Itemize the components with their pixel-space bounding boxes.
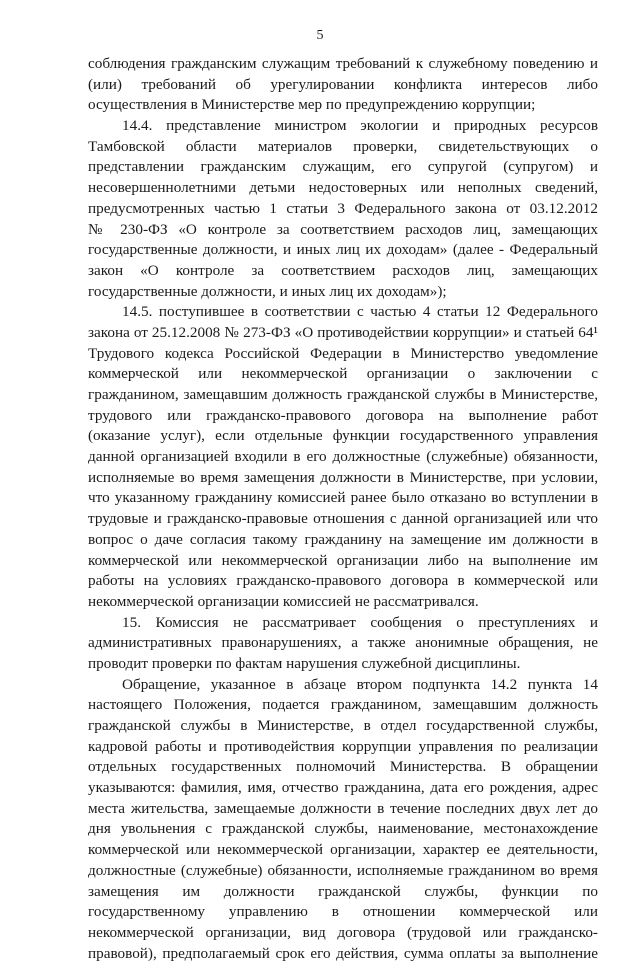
- paragraph-obrashchenie: [88, 675, 598, 964]
- text-line: гражданской службы в Министерстве, в отдел государственной службы,: [88, 717, 598, 734]
- text-line: 14.4. представление министром экологии и природных ресурсов: [122, 117, 598, 135]
- text-line: гражданином, замещавшим должность гражданской службы в Министерстве,: [88, 386, 598, 403]
- text-line: Обращение, указанное в абзаце втором подпункта 14.2 пункта 14: [122, 675, 598, 693]
- text-line: кадровой работы и противодействия коррупции управления по реализации: [88, 737, 598, 755]
- text-line: соблюдения гражданским служащим требований к служебному поведению и: [88, 55, 598, 72]
- paragraph-continuation: [88, 54, 598, 116]
- text-line: настоящего Положения, подается гражданином, замещавшим должность: [88, 696, 598, 714]
- text-line: административных правонарушениях, а также анонимные обращения, не: [88, 634, 598, 652]
- text-line: вопрос о даче согласия такому гражданину на замещение им должности в: [88, 530, 598, 548]
- text-line: 15. Комиссия не рассматривает сообщения о преступлениях и: [122, 613, 598, 631]
- text-line: некоммерческой организации комиссией не рассматривался.: [88, 592, 479, 610]
- text-line: 14.5. поступившее в соответствии с частью 4 статьи 12 Федерального: [122, 303, 598, 321]
- paragraph-14-5: [88, 302, 598, 612]
- text-line: дня увольнения с гражданской службы, наименование, местонахождение: [88, 820, 598, 838]
- text-line: коммерческой или некоммерческой организации либо на выполнение им: [88, 551, 598, 569]
- text-line: представлении гражданским служащим, его супругой (супругом) и: [88, 158, 598, 176]
- text-line: указываются: фамилия, имя, отчество гражданина, дата его рождения, адрес: [88, 779, 598, 797]
- text-line: отдельных государственных полномочий Министерства. В обращении: [88, 758, 598, 776]
- paragraph-15: [88, 613, 598, 675]
- text-line: государственному управлению в отношении коммерческой или: [88, 903, 598, 921]
- text-line: осуществления в Министерстве мер по предупреждению коррупции;: [88, 96, 536, 114]
- text-line: (оказание услуг), если отдельные функции государственного управления: [88, 427, 598, 445]
- text-line: проводит проверки по фактам нарушения служебной дисциплины.: [88, 654, 521, 672]
- text-line: что указанному гражданину комиссией ранее было отказано во вступлении в: [88, 489, 598, 507]
- text-line: коммерческой или некоммерческой организации о заключении с: [88, 365, 598, 383]
- text-line: некоммерческой организации, вид договора (трудовой или гражданско-: [88, 923, 598, 941]
- text-line: места жительства, замещаемые должности в течение последних двух лет до: [88, 799, 598, 817]
- text-line: Трудового кодекса Российской Федерации в Министерство уведомление: [88, 344, 598, 362]
- text-line: предусмотренных частью 1 статьи 3 Федерального закона от 03.12.2012: [88, 199, 598, 217]
- text-line: замещения им должности гражданской службы, функции по: [88, 882, 598, 900]
- text-line: данной организацией входили в его должностные (служебные) обязанности,: [88, 448, 598, 466]
- text-line: государственные должности, и иных лиц их доходам» (далее - Федеральный: [88, 241, 598, 259]
- paragraph-14-4: [88, 116, 598, 302]
- text-line: несовершеннолетними детьми недостоверных или неполных сведений,: [88, 179, 598, 197]
- text-line: (или) требований об урегулировании конфликта интересов либо: [88, 75, 598, 93]
- text-line: Тамбовской области материалов проверки, свидетельствующих о: [88, 137, 598, 155]
- text-line: государственные должности, и иных лиц их доходам»);: [88, 282, 447, 300]
- text-line: трудовые и гражданско-правовые отношения с данной организацией или что: [88, 510, 598, 528]
- page-number: 5: [316, 28, 324, 43]
- text-line: трудового или гражданско-правового договора на выполнение работ: [88, 406, 598, 424]
- text-line: правовой), предполагаемый срок его действия, сумма оплаты за выполнение: [88, 944, 598, 962]
- text-line: коммерческой или некоммерческой организации, характер ее деятельности,: [88, 841, 598, 859]
- text-line: № 230-ФЗ «О контроле за соответствием расходов лиц, замещающих: [88, 220, 598, 238]
- text-line: работы на условиях гражданско-правового договора в коммерческой или: [88, 572, 598, 590]
- document-body: [88, 54, 598, 964]
- text-line: исполняемые во время замещения должности в Министерстве, при условии,: [88, 468, 598, 486]
- text-line: должностные (служебные) обязанности, исполняемые гражданином во время: [88, 861, 598, 879]
- text-line: закон «О контроле за соответствием расходов лиц, замещающих: [88, 261, 598, 279]
- text-line: закона от 25.12.2008 № 273-ФЗ «О противодействии коррупции» и статьей 64¹: [88, 323, 598, 341]
